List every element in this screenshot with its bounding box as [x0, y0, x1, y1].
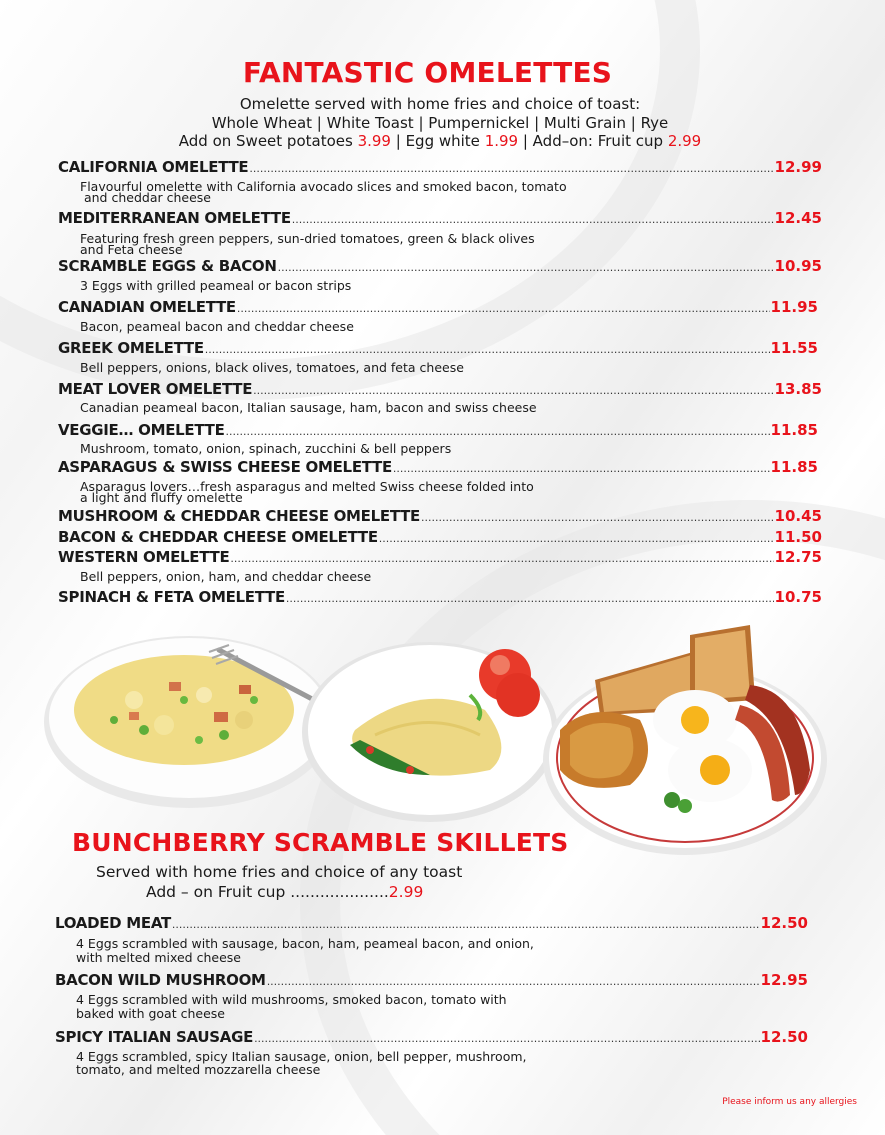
- item-name: MEDITERRANEAN OMELETTE: [58, 209, 291, 227]
- item-price: 11.85: [770, 458, 818, 476]
- leader-dots: [230, 552, 773, 565]
- item-description: 4 Eggs scrambled, spicy Italian sausage, onion, bell pepper, mushroom, tomato, and melted mozzarella cheese: [76, 1049, 527, 1077]
- menu-item: [58, 380, 822, 398]
- item-name: LOADED MEAT: [55, 914, 171, 932]
- item-description: Mushroom, tomato, onion, spinach, zucchini & bell peppers: [80, 441, 452, 456]
- leader-dots: [226, 425, 770, 438]
- leader-dots: [237, 302, 770, 315]
- item-description: 4 Eggs scrambled with sausage, bacon, ham, peameal bacon, and onion, with melted mixed cheese: [76, 936, 534, 965]
- item-description: Bell peppers, onions, black olives, tomatoes, and feta cheese: [80, 360, 464, 375]
- item-name: ASPARAGUS & SWISS CHEESE OMELETTE: [58, 458, 392, 476]
- leader-dots: [278, 261, 774, 274]
- item-description: Bell peppers, onion, ham, and cheddar cheese: [80, 569, 372, 584]
- item-price: 11.55: [770, 339, 818, 357]
- leader-dots: [249, 162, 773, 175]
- omelettes-addon-line: [0, 132, 880, 150]
- skillets-title: BUNCHBERRY SCRAMBLE SKILLETS: [72, 828, 569, 857]
- menu-item: [55, 971, 808, 989]
- menu-item: [55, 1028, 808, 1046]
- menu-item: [58, 588, 822, 606]
- item-description: Flavourful omelette with California avocado slices and smoked bacon, tomato and cheddar cheese: [80, 179, 567, 205]
- leader-dots: [292, 213, 774, 226]
- item-name: SPINACH & FETA OMELETTE: [58, 588, 285, 606]
- menu-item: [58, 421, 818, 439]
- leader-dots: [379, 532, 774, 545]
- item-price: 11.85: [770, 421, 818, 439]
- leader-dots: [205, 343, 770, 356]
- menu-item: [55, 914, 808, 932]
- scrambled-eggs-plate-image: [44, 630, 344, 810]
- menu-item: [58, 528, 822, 546]
- menu-item: [58, 548, 822, 566]
- menu-item: [58, 209, 822, 227]
- addon-egg-price: 1.99: [484, 132, 519, 150]
- leader-dots: [254, 1032, 759, 1045]
- omelettes-title: FANTASTIC OMELETTES: [242, 56, 613, 89]
- addon-fruit-price: 2.99: [667, 132, 702, 150]
- item-name: VEGGIE… OMELETTE: [58, 421, 225, 439]
- menu-item: [58, 257, 822, 275]
- addon-prefix: Add on Sweet potatoes: [178, 132, 358, 150]
- omelettes-intro-line1: Omelette served with home fries and choice of toast:: [239, 95, 641, 113]
- item-price: 11.50: [774, 528, 822, 546]
- menu-item: [58, 458, 818, 476]
- skillets-addon-price: 2.99: [388, 883, 424, 901]
- leader-dots: [286, 592, 774, 605]
- menu-item: [58, 339, 818, 357]
- item-price: 12.95: [760, 971, 808, 989]
- breakfast-plate-image: [540, 620, 840, 860]
- item-price: 10.45: [774, 507, 822, 525]
- item-description: 4 Eggs scrambled with wild mushrooms, smoked bacon, tomato with baked with goat cheese: [76, 992, 507, 1021]
- item-name: SCRAMBLE EGGS & BACON: [58, 257, 277, 275]
- item-description: 3 Eggs with grilled peameal or bacon strips: [80, 278, 352, 293]
- item-name: BACON WILD MUSHROOM: [55, 971, 266, 989]
- allergy-note: Please inform us any allergies: [722, 1097, 857, 1107]
- leader-dots: [253, 384, 773, 397]
- item-name: MUSHROOM & CHEDDAR CHEESE OMELETTE: [58, 507, 420, 525]
- omelettes-intro-line2: Whole Wheat | White Toast | Pumpernickel | Multi Grain | Rye: [211, 114, 669, 132]
- item-description: Bacon, peameal bacon and cheddar cheese: [80, 319, 354, 334]
- item-description: Asparagus lovers…fresh asparagus and melted Swiss cheese folded into a light and fluffy omelette: [80, 479, 534, 505]
- leader-dots: [393, 462, 770, 475]
- item-price: 12.50: [760, 1028, 808, 1046]
- item-name: MEAT LOVER OMELETTE: [58, 380, 253, 398]
- leader-dots: [421, 511, 774, 524]
- item-name: GREEK OMELETTE: [58, 339, 204, 357]
- item-name: CANADIAN OMELETTE: [58, 298, 236, 316]
- leader-dots: [172, 918, 760, 931]
- item-price: 12.50: [760, 914, 808, 932]
- item-name: WESTERN OMELETTE: [58, 548, 230, 566]
- item-price: 12.75: [774, 548, 822, 566]
- menu-item: [58, 298, 818, 316]
- menu-item: [58, 507, 822, 525]
- skillets-addon-prefix: Add – on Fruit cup ....................: [146, 883, 389, 901]
- item-price: 12.45: [774, 209, 822, 227]
- leader-dots: [267, 975, 760, 988]
- item-price: 13.85: [774, 380, 822, 398]
- item-price: 11.95: [770, 298, 818, 316]
- skillets-intro-line1: Served with home fries and choice of any toast: [96, 863, 463, 881]
- skillets-addon-line: [146, 883, 423, 901]
- item-name: BACON & CHEDDAR CHEESE OMELETTE: [58, 528, 378, 546]
- item-price: 10.75: [774, 588, 822, 606]
- item-name: SPICY ITALIAN SAUSAGE: [55, 1028, 254, 1046]
- addon-mid2: | Add–on: Fruit cup: [518, 132, 668, 150]
- item-description: Canadian peameal bacon, Italian sausage, ham, bacon and swiss cheese: [80, 400, 537, 415]
- addon-mid1: | Egg white: [390, 132, 485, 150]
- item-name: CALIFORNIA OMELETTE: [58, 158, 249, 176]
- item-price: 12.99: [774, 158, 822, 176]
- menu-item: [58, 158, 822, 176]
- addon-sweet-price: 3.99: [357, 132, 391, 150]
- omelette-plate-image: [300, 640, 570, 825]
- item-description: Featuring fresh green peppers, sun-dried tomatoes, green & black olives and Feta cheese: [80, 231, 535, 257]
- item-price: 10.95: [774, 257, 822, 275]
